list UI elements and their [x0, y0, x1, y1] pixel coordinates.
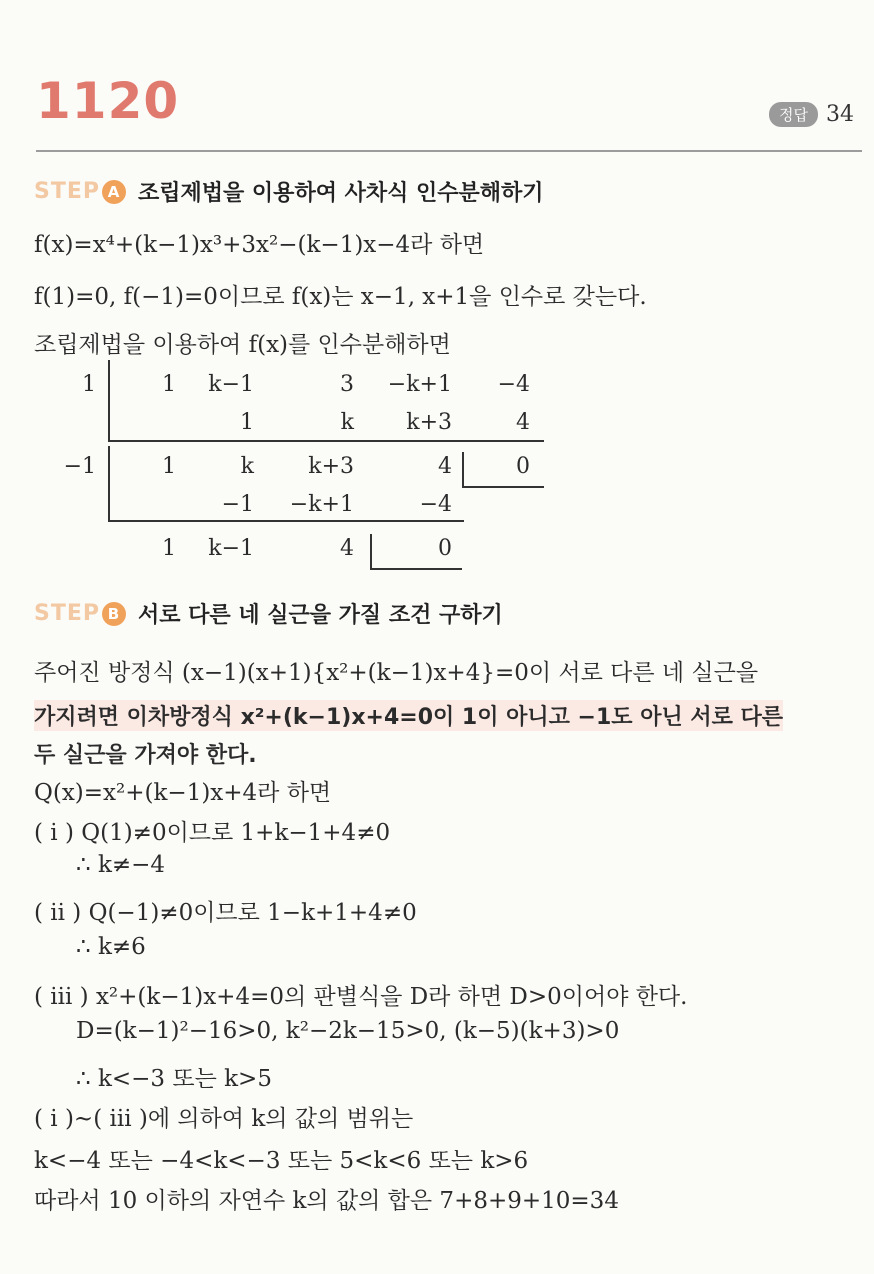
- sd-rule: [108, 446, 110, 522]
- sd-cell: 4: [516, 410, 530, 435]
- case-i: ( i ) Q(1)≠0이므로 1+k−1+4≠0: [34, 820, 391, 846]
- sd-remainder-1: 0: [516, 454, 530, 479]
- sd-rule: [108, 440, 544, 442]
- step-b-line-2: 가지려면 이차방정식 x²+(k−1)x+4=0이 1이 아니고 −1도 아닌 서로 다른: [34, 700, 783, 731]
- answer-box: [769, 102, 854, 127]
- step-a-tag: STEP A: [34, 179, 126, 204]
- sd-remainder-2: 0: [438, 536, 452, 561]
- step-a-heading: [34, 176, 544, 207]
- case-ii-result: ∴ k≠6: [76, 934, 146, 960]
- step-a-line-3: 조립제법을 이용하여 f(x)를 인수분해하면: [34, 332, 451, 358]
- step-b-title: 서로 다른 네 실근을 가질 조건 구하기: [138, 603, 503, 628]
- sd-cell: 1: [162, 536, 176, 561]
- sd-rule: [108, 360, 110, 442]
- sd-cell: −4: [497, 372, 530, 397]
- step-b-tag: STEP B: [34, 601, 126, 626]
- sd-root-1: 1: [82, 372, 96, 397]
- sd-rule: [462, 486, 544, 488]
- sd-root-2: −1: [63, 454, 96, 479]
- sd-cell: −4: [419, 492, 452, 517]
- sd-cell: k+3: [308, 454, 354, 479]
- step-a-letter: A: [102, 180, 126, 204]
- step-b-line-4: Q(x)=x²+(k−1)x+4라 하면: [34, 780, 332, 806]
- sd-cell: 1: [162, 372, 176, 397]
- sd-rule: [462, 452, 464, 488]
- step-a-title: 조립제법을 이용하여 사차식 인수분해하기: [138, 181, 544, 206]
- case-iii-work: D=(k−1)²−16>0, k²−2k−15>0, (k−5)(k+3)>0: [76, 1018, 620, 1044]
- sd-cell: k−1: [208, 536, 254, 561]
- case-ii: ( ii ) Q(−1)≠0이므로 1−k+1+4≠0: [34, 900, 417, 926]
- sd-cell: 1: [240, 410, 254, 435]
- sd-rule: [370, 534, 372, 570]
- step-b-line-1: 주어진 방정식 (x−1)(x+1){x²+(k−1)x+4}=0이 서로 다른 네 실근을: [34, 660, 759, 686]
- step-a-line-1: f(x)=x⁴+(k−1)x³+3x²−(k−1)x−4라 하면: [34, 232, 485, 258]
- sd-cell: −1: [221, 492, 254, 517]
- step-b-letter: B: [102, 602, 126, 626]
- sd-cell: 1: [162, 454, 176, 479]
- sd-rule: [370, 568, 462, 570]
- sd-rule: [108, 520, 464, 522]
- final-answer: 따라서 10 이하의 자연수 k의 값의 합은 7+8+9+10=34: [34, 1188, 619, 1214]
- sd-cell: 3: [340, 372, 354, 397]
- header-divider: [36, 150, 862, 152]
- step-b-heading: [34, 598, 503, 629]
- case-iii-result: ∴ k<−3 또는 k>5: [76, 1066, 272, 1092]
- sd-cell: −k+1: [289, 492, 354, 517]
- answer-badge: 정답: [769, 102, 818, 127]
- case-iii: ( iii ) x²+(k−1)x+4=0의 판별식을 D라 하면 D>0이어야 한다.: [34, 984, 688, 1010]
- problem-number: 1120: [36, 72, 180, 130]
- sd-cell: k+3: [406, 410, 452, 435]
- k-range: k<−4 또는 −4<k<−3 또는 5<k<6 또는 k>6: [34, 1148, 529, 1174]
- case-i-result: ∴ k≠−4: [76, 852, 166, 878]
- step-a-line-2: f(1)=0, f(−1)=0이므로 f(x)는 x−1, x+1을 인수로 갖는다.: [34, 284, 647, 310]
- answer-value: 34: [826, 102, 854, 127]
- sd-cell: k: [340, 410, 354, 435]
- combine-cases: ( i )~( iii )에 의하여 k의 값의 범위는: [34, 1106, 414, 1132]
- sd-cell: 4: [340, 536, 354, 561]
- sd-cell: 4: [438, 454, 452, 479]
- sd-cell: k: [240, 454, 254, 479]
- sd-cell: −k+1: [387, 372, 452, 397]
- sd-cell: k−1: [208, 372, 254, 397]
- step-b-line-3: 두 실근을 가져야 한다.: [34, 743, 257, 768]
